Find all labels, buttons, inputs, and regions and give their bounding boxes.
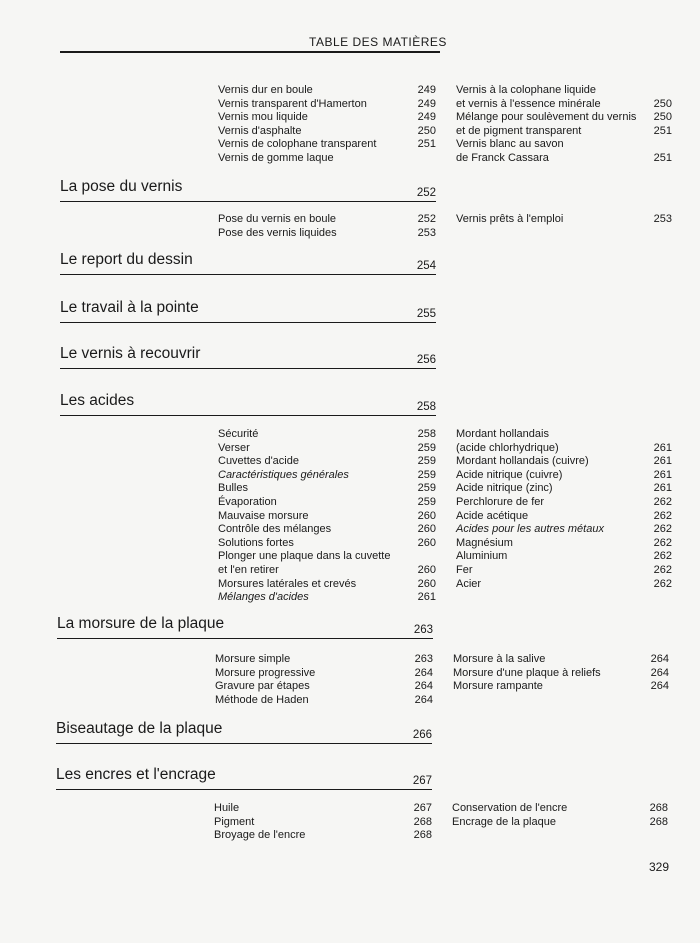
- toc-entry: [215, 694, 433, 708]
- section-heading: [57, 609, 433, 639]
- section-page: 256: [416, 354, 436, 366]
- toc-entry-page: 264: [414, 680, 433, 693]
- section-title: Le report du dessin: [60, 251, 193, 268]
- section-heading: [60, 245, 436, 275]
- section-title: Les acides: [60, 392, 135, 409]
- toc-entry-page: 264: [414, 693, 433, 706]
- toc-entry-page: 259: [417, 441, 436, 454]
- section-rule: [56, 789, 432, 790]
- toc-entry-label: Verser: [218, 441, 250, 454]
- toc-entry-label: Vernis de colophane transparent: [218, 138, 377, 151]
- toc-entry: [456, 125, 672, 139]
- section-page: 254: [416, 260, 436, 272]
- toc-entry-page: 253: [653, 213, 672, 225]
- toc-entry-label: Morsure à la salive: [453, 653, 546, 665]
- toc-entry: [452, 802, 668, 816]
- section-title: La morsure de la plaque: [57, 615, 225, 632]
- toc-entry-page: 264: [650, 666, 669, 679]
- toc-entry-page: 261: [417, 591, 436, 604]
- section-heading: [56, 714, 432, 744]
- toc-entry: [456, 578, 672, 592]
- section-rule: [60, 322, 436, 323]
- section-heading: [60, 386, 436, 416]
- toc-entry: [218, 537, 436, 551]
- toc-entry-label: Pigment: [214, 815, 255, 828]
- section-rule: [57, 638, 433, 639]
- toc-entry-page: 260: [417, 536, 436, 549]
- toc-entry: [218, 98, 436, 112]
- toc-entry-label: Acide nitrique (cuivre): [456, 468, 563, 481]
- toc-entry-label: Morsure simple: [215, 653, 291, 665]
- toc-entry: [452, 816, 668, 830]
- toc-entry: [456, 482, 672, 496]
- toc-entry-label: Conservation de l'encre: [452, 802, 568, 814]
- section-heading: [56, 760, 432, 790]
- toc-entry: [218, 84, 436, 98]
- section-rule: [60, 274, 436, 275]
- toc-entry: [218, 152, 436, 166]
- toc-entry-label: Encrage de la plaque: [452, 815, 556, 828]
- toc-entry-page: 268: [413, 815, 432, 828]
- toc-entry: [218, 523, 436, 537]
- toc-entry-page: 259: [417, 482, 436, 495]
- toc-entry: [456, 111, 672, 125]
- toc-entry: [218, 125, 436, 139]
- toc-entry: [214, 802, 432, 816]
- toc-entry-page: 249: [417, 84, 436, 96]
- toc-entry: [456, 152, 672, 166]
- toc-entry: [218, 213, 436, 227]
- toc-entry: [456, 442, 672, 456]
- page-header-title: TABLE DES MATIÈRES: [309, 35, 447, 49]
- toc-entry-label: Vernis de gomme laque: [218, 152, 334, 164]
- section-rule: [56, 743, 432, 744]
- toc-entry: [456, 84, 672, 98]
- toc-entry-page: 251: [653, 124, 672, 137]
- toc-entry-label: Morsure d'une plaque à reliefs: [453, 666, 601, 679]
- toc-entry-page: 249: [417, 97, 436, 110]
- header-rule: [60, 51, 440, 53]
- toc-entry: [215, 653, 433, 667]
- section-page: 258: [416, 401, 436, 413]
- toc-entry-page: 268: [649, 815, 668, 828]
- toc-entry-page: 268: [413, 829, 432, 842]
- toc-entry-label: Vernis blanc au savon: [456, 138, 564, 151]
- toc-entry-label: et l'en retirer: [218, 564, 279, 576]
- toc-entry: [456, 213, 672, 227]
- toc-entry-label: de Franck Cassara: [456, 152, 549, 164]
- toc-entry-label: Pose des vernis liquides: [218, 226, 337, 239]
- toc-entry-page: 262: [653, 564, 672, 576]
- toc-entry-label: Acier: [456, 577, 482, 590]
- toc-entry-label: Méthode de Haden: [215, 693, 309, 706]
- section-page: 263: [413, 624, 433, 636]
- toc-entry-page: 250: [653, 111, 672, 124]
- section-heading: [60, 172, 436, 202]
- toc-entry: [456, 564, 672, 578]
- toc-entry-label: et vernis à l'essence minérale: [456, 97, 601, 110]
- section-rule: [60, 415, 436, 416]
- section-title: Les encres et l'encrage: [56, 766, 216, 783]
- toc-entry-label: Plonger une plaque dans la cuvette: [218, 550, 391, 563]
- toc-entry: [218, 469, 436, 483]
- toc-entry-label: Mordant hollandais: [456, 428, 549, 440]
- toc-entry-page: 261: [653, 455, 672, 468]
- toc-entry: [453, 667, 669, 681]
- toc-entry-label: Mauvaise morsure: [218, 509, 309, 522]
- section-title: Le vernis à recouvrir: [60, 345, 201, 362]
- section-rule: [60, 368, 436, 369]
- toc-entry-label: Vernis dur en boule: [218, 84, 313, 96]
- toc-entry: [456, 428, 672, 442]
- toc-entry-label: Huile: [214, 802, 240, 814]
- toc-entry: [456, 98, 672, 112]
- toc-entry: [218, 510, 436, 524]
- toc-entry-page: 259: [417, 455, 436, 468]
- toc-entry-label: Sécurité: [218, 428, 259, 440]
- toc-entry: [214, 829, 432, 843]
- toc-entry-page: 250: [653, 97, 672, 110]
- toc-entry-page: 253: [417, 226, 436, 239]
- toc-entry: [456, 510, 672, 524]
- page-number: 329: [649, 860, 670, 874]
- toc-entry-page: 262: [653, 536, 672, 549]
- section-page: 267: [412, 775, 432, 787]
- toc-entry-label: (acide chlorhydrique): [456, 441, 559, 454]
- toc-entry-page: 263: [414, 653, 433, 665]
- toc-entry-page: 262: [653, 523, 672, 536]
- toc-entry: [215, 667, 433, 681]
- toc-entry-label: Fer: [456, 564, 473, 576]
- section-heading: [60, 293, 436, 323]
- toc-entry-page: 250: [417, 124, 436, 137]
- toc-entry: [456, 455, 672, 469]
- toc-entry-label: Solutions fortes: [218, 536, 294, 549]
- section-title: Le travail à la pointe: [60, 299, 199, 316]
- section-title: La pose du vernis: [60, 178, 183, 195]
- toc-entry-label: Acide nitrique (zinc): [456, 482, 553, 495]
- toc-entry: [456, 496, 672, 510]
- toc-entry-label: Acide acétique: [456, 509, 529, 522]
- toc-entry-label: Contrôle des mélanges: [218, 523, 332, 536]
- toc-entry-label: Mélange pour soulèvement du vernis: [456, 111, 637, 124]
- toc-entry: [218, 496, 436, 510]
- section-page: 266: [412, 729, 432, 741]
- toc-entry: [456, 523, 672, 537]
- toc-entry: [456, 550, 672, 564]
- toc-entry-label: Mélanges d'acides: [218, 591, 309, 604]
- toc-entry-label: Vernis transparent d'Hamerton: [218, 97, 367, 110]
- toc-entry: [218, 227, 436, 241]
- toc-entry: [218, 482, 436, 496]
- toc-entry-label: Broyage de l'encre: [214, 829, 306, 842]
- toc-entry: [456, 469, 672, 483]
- toc-entry-label: Morsure rampante: [453, 680, 543, 693]
- toc-entry-label: Vernis d'asphalte: [218, 124, 302, 137]
- section-heading: [60, 339, 436, 369]
- toc-entry-label: Cuvettes d'acide: [218, 455, 299, 468]
- toc-entry-page: 262: [653, 509, 672, 522]
- toc-entry-label: Vernis mou liquide: [218, 111, 308, 124]
- toc-entry-page: 261: [653, 441, 672, 454]
- toc-entry-label: Évaporation: [218, 496, 277, 508]
- toc-entry-label: Vernis à la colophane liquide: [456, 84, 597, 96]
- toc-entry-page: 262: [653, 496, 672, 508]
- toc-entry: [218, 111, 436, 125]
- toc-entry: [218, 455, 436, 469]
- toc-entry: [218, 442, 436, 456]
- toc-entry-label: Aluminium: [456, 550, 508, 563]
- toc-entry-label: Morsures latérales et crevés: [218, 577, 357, 590]
- toc-entry: [218, 550, 436, 564]
- toc-entry: [218, 428, 436, 442]
- toc-entry-label: Magnésium: [456, 536, 513, 549]
- toc-entry-page: 267: [413, 802, 432, 814]
- toc-entry-page: 260: [417, 509, 436, 522]
- toc-entry-label: Bulles: [218, 482, 248, 495]
- toc-entry: [456, 537, 672, 551]
- toc-entry-page: 258: [417, 428, 436, 440]
- toc-entry: [453, 653, 669, 667]
- toc-entry: [214, 816, 432, 830]
- toc-entry: [456, 138, 672, 152]
- toc-entry-label: Mordant hollandais (cuivre): [456, 455, 589, 468]
- toc-entry-label: Perchlorure de fer: [456, 496, 545, 508]
- toc-entry-page: 260: [417, 577, 436, 590]
- toc-entry-page: 264: [650, 653, 669, 665]
- toc-entry-page: 261: [653, 468, 672, 481]
- toc-entry-label: Morsure progressive: [215, 666, 316, 679]
- toc-entry-page: 252: [417, 213, 436, 225]
- toc-entry-label: et de pigment transparent: [456, 124, 582, 137]
- toc-entry-label: Vernis prêts à l'emploi: [456, 213, 564, 225]
- toc-entry: [218, 591, 436, 605]
- toc-entry-label: Pose du vernis en boule: [218, 213, 337, 225]
- toc-entry: [453, 680, 669, 694]
- toc-entry-page: 260: [417, 523, 436, 536]
- section-rule: [60, 201, 436, 202]
- toc-entry-page: 264: [414, 666, 433, 679]
- toc-entry-page: 251: [417, 138, 436, 151]
- section-title: Biseautage de la plaque: [56, 720, 223, 737]
- toc-entry: [218, 138, 436, 152]
- toc-entry-page: 259: [417, 468, 436, 481]
- toc-entry-page: 268: [649, 802, 668, 814]
- toc-entry-page: 262: [653, 577, 672, 590]
- toc-entry-page: 262: [653, 550, 672, 563]
- toc-entry-label: Caractéristiques générales: [218, 468, 349, 481]
- toc-entry-page: 259: [417, 496, 436, 508]
- toc-entry-label: Acides pour les autres métaux: [456, 523, 604, 536]
- toc-entry: [218, 564, 436, 578]
- toc-entry-page: 261: [653, 482, 672, 495]
- toc-entry: [218, 578, 436, 592]
- section-page: 252: [416, 187, 436, 199]
- toc-entry-page: 251: [653, 152, 672, 164]
- toc-entry-page: 264: [650, 680, 669, 693]
- toc-entry-page: 249: [417, 111, 436, 124]
- toc-entry: [215, 680, 433, 694]
- toc-entry-page: 260: [417, 564, 436, 576]
- section-page: 255: [416, 308, 436, 320]
- toc-entry-label: Gravure par étapes: [215, 680, 310, 693]
